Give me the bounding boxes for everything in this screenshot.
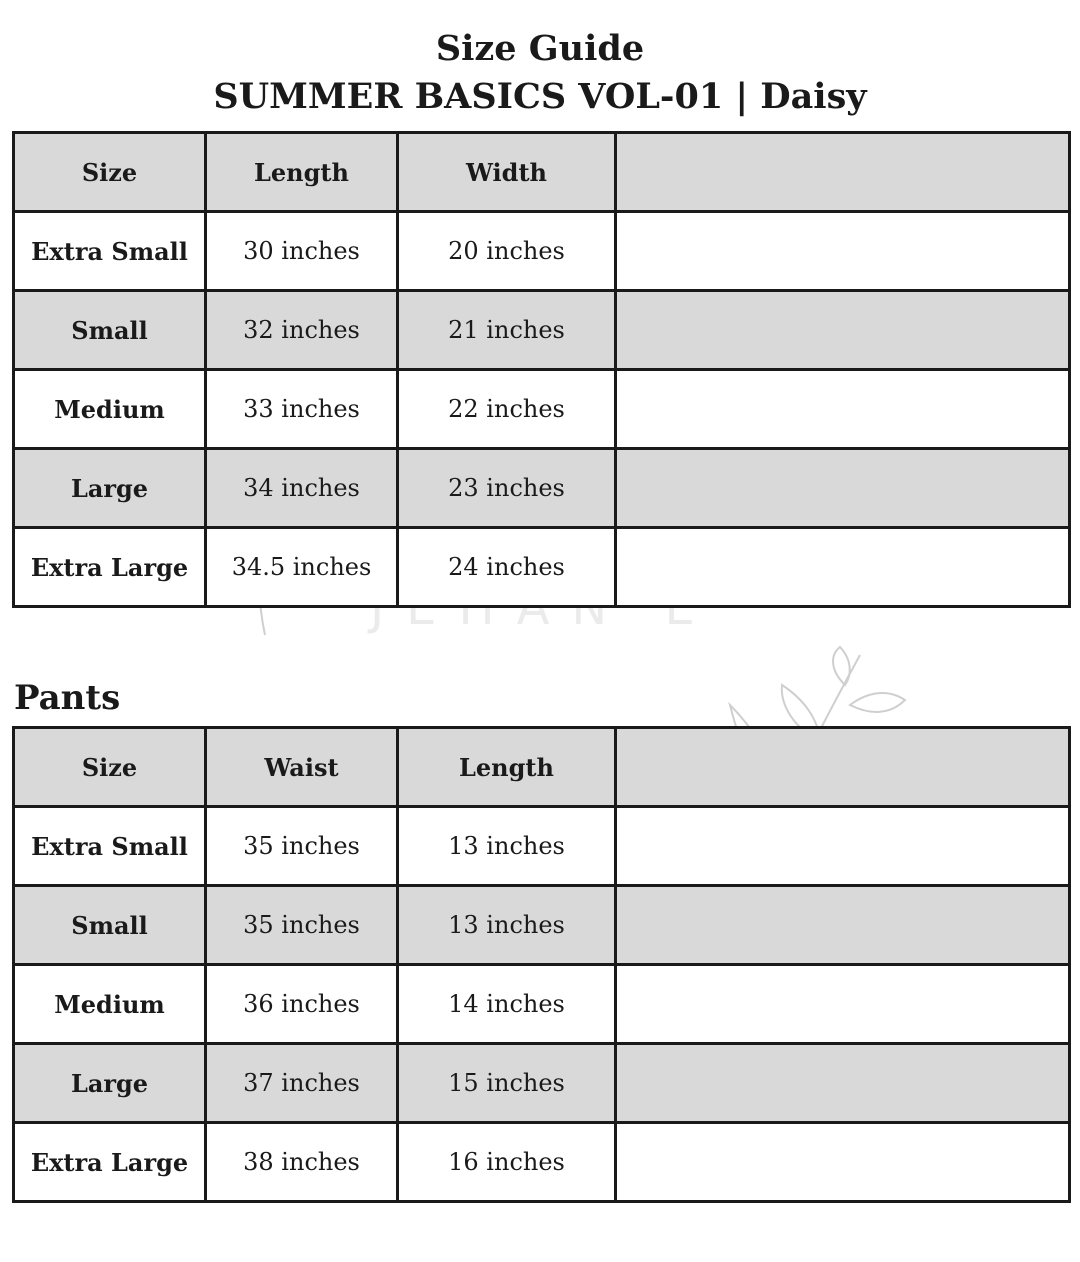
length-cell: 15 inches bbox=[398, 1044, 616, 1123]
size-cell: Extra Small bbox=[14, 212, 206, 291]
blank-cell bbox=[616, 886, 1070, 965]
size-cell: Extra Small bbox=[14, 807, 206, 886]
width-cell: 21 inches bbox=[398, 291, 616, 370]
width-cell: 22 inches bbox=[398, 370, 616, 449]
width-cell: 23 inches bbox=[398, 449, 616, 528]
waist-cell: 36 inches bbox=[206, 965, 398, 1044]
size-cell: Small bbox=[14, 886, 206, 965]
table-row bbox=[14, 212, 1070, 291]
size-cell: Large bbox=[14, 449, 206, 528]
column-header-length: Length bbox=[398, 728, 616, 807]
size-cell: Medium bbox=[14, 370, 206, 449]
length-cell: 34 inches bbox=[206, 449, 398, 528]
length-cell: 13 inches bbox=[398, 807, 616, 886]
length-cell: 13 inches bbox=[398, 886, 616, 965]
title: Size Guide bbox=[435, 28, 645, 69]
column-header-waist: Waist bbox=[206, 728, 398, 807]
blank-cell bbox=[616, 807, 1070, 886]
length-cell: 33 inches bbox=[206, 370, 398, 449]
table-header-row bbox=[14, 728, 1070, 807]
width-cell: 24 inches bbox=[398, 528, 616, 607]
width-cell: 20 inches bbox=[398, 212, 616, 291]
blank-cell bbox=[616, 528, 1070, 607]
top-size-table bbox=[12, 131, 1071, 608]
size-cell: Extra Large bbox=[14, 528, 206, 607]
table-row bbox=[14, 965, 1070, 1044]
size-cell: Large bbox=[14, 1044, 206, 1123]
column-header-size: Size bbox=[14, 728, 206, 807]
table-header-row bbox=[14, 133, 1070, 212]
brand-watermark: JEHAN'E bbox=[370, 580, 717, 636]
blank-cell bbox=[616, 370, 1070, 449]
pants-size-table bbox=[12, 726, 1071, 1203]
column-header-blank bbox=[616, 728, 1070, 807]
table-row bbox=[14, 291, 1070, 370]
table-row bbox=[14, 1123, 1070, 1202]
size-cell: Small bbox=[14, 291, 206, 370]
column-header-width: Width bbox=[398, 133, 616, 212]
table-row bbox=[14, 807, 1070, 886]
size-cell: Extra Large bbox=[14, 1123, 206, 1202]
column-header-blank bbox=[616, 133, 1070, 212]
column-header-length: Length bbox=[206, 133, 398, 212]
blank-cell bbox=[616, 965, 1070, 1044]
size-cell: Medium bbox=[14, 965, 206, 1044]
length-cell: 32 inches bbox=[206, 291, 398, 370]
waist-cell: 37 inches bbox=[206, 1044, 398, 1123]
length-cell: 14 inches bbox=[398, 965, 616, 1044]
waist-cell: 38 inches bbox=[206, 1123, 398, 1202]
section-heading-pants: Pants bbox=[14, 678, 121, 718]
length-cell: 34.5 inches bbox=[206, 528, 398, 607]
table-row bbox=[14, 449, 1070, 528]
blank-cell bbox=[616, 291, 1070, 370]
blank-cell bbox=[616, 1123, 1070, 1202]
length-cell: 16 inches bbox=[398, 1123, 616, 1202]
length-cell: 30 inches bbox=[206, 212, 398, 291]
blank-cell bbox=[616, 449, 1070, 528]
table-row bbox=[14, 370, 1070, 449]
subtitle: SUMMER BASICS VOL-01 | Daisy bbox=[213, 76, 867, 117]
table-row bbox=[14, 1044, 1070, 1123]
column-header-size: Size bbox=[14, 133, 206, 212]
blank-cell bbox=[616, 212, 1070, 291]
blank-cell bbox=[616, 1044, 1070, 1123]
waist-cell: 35 inches bbox=[206, 807, 398, 886]
waist-cell: 35 inches bbox=[206, 886, 398, 965]
table-row bbox=[14, 886, 1070, 965]
table-row bbox=[14, 528, 1070, 607]
